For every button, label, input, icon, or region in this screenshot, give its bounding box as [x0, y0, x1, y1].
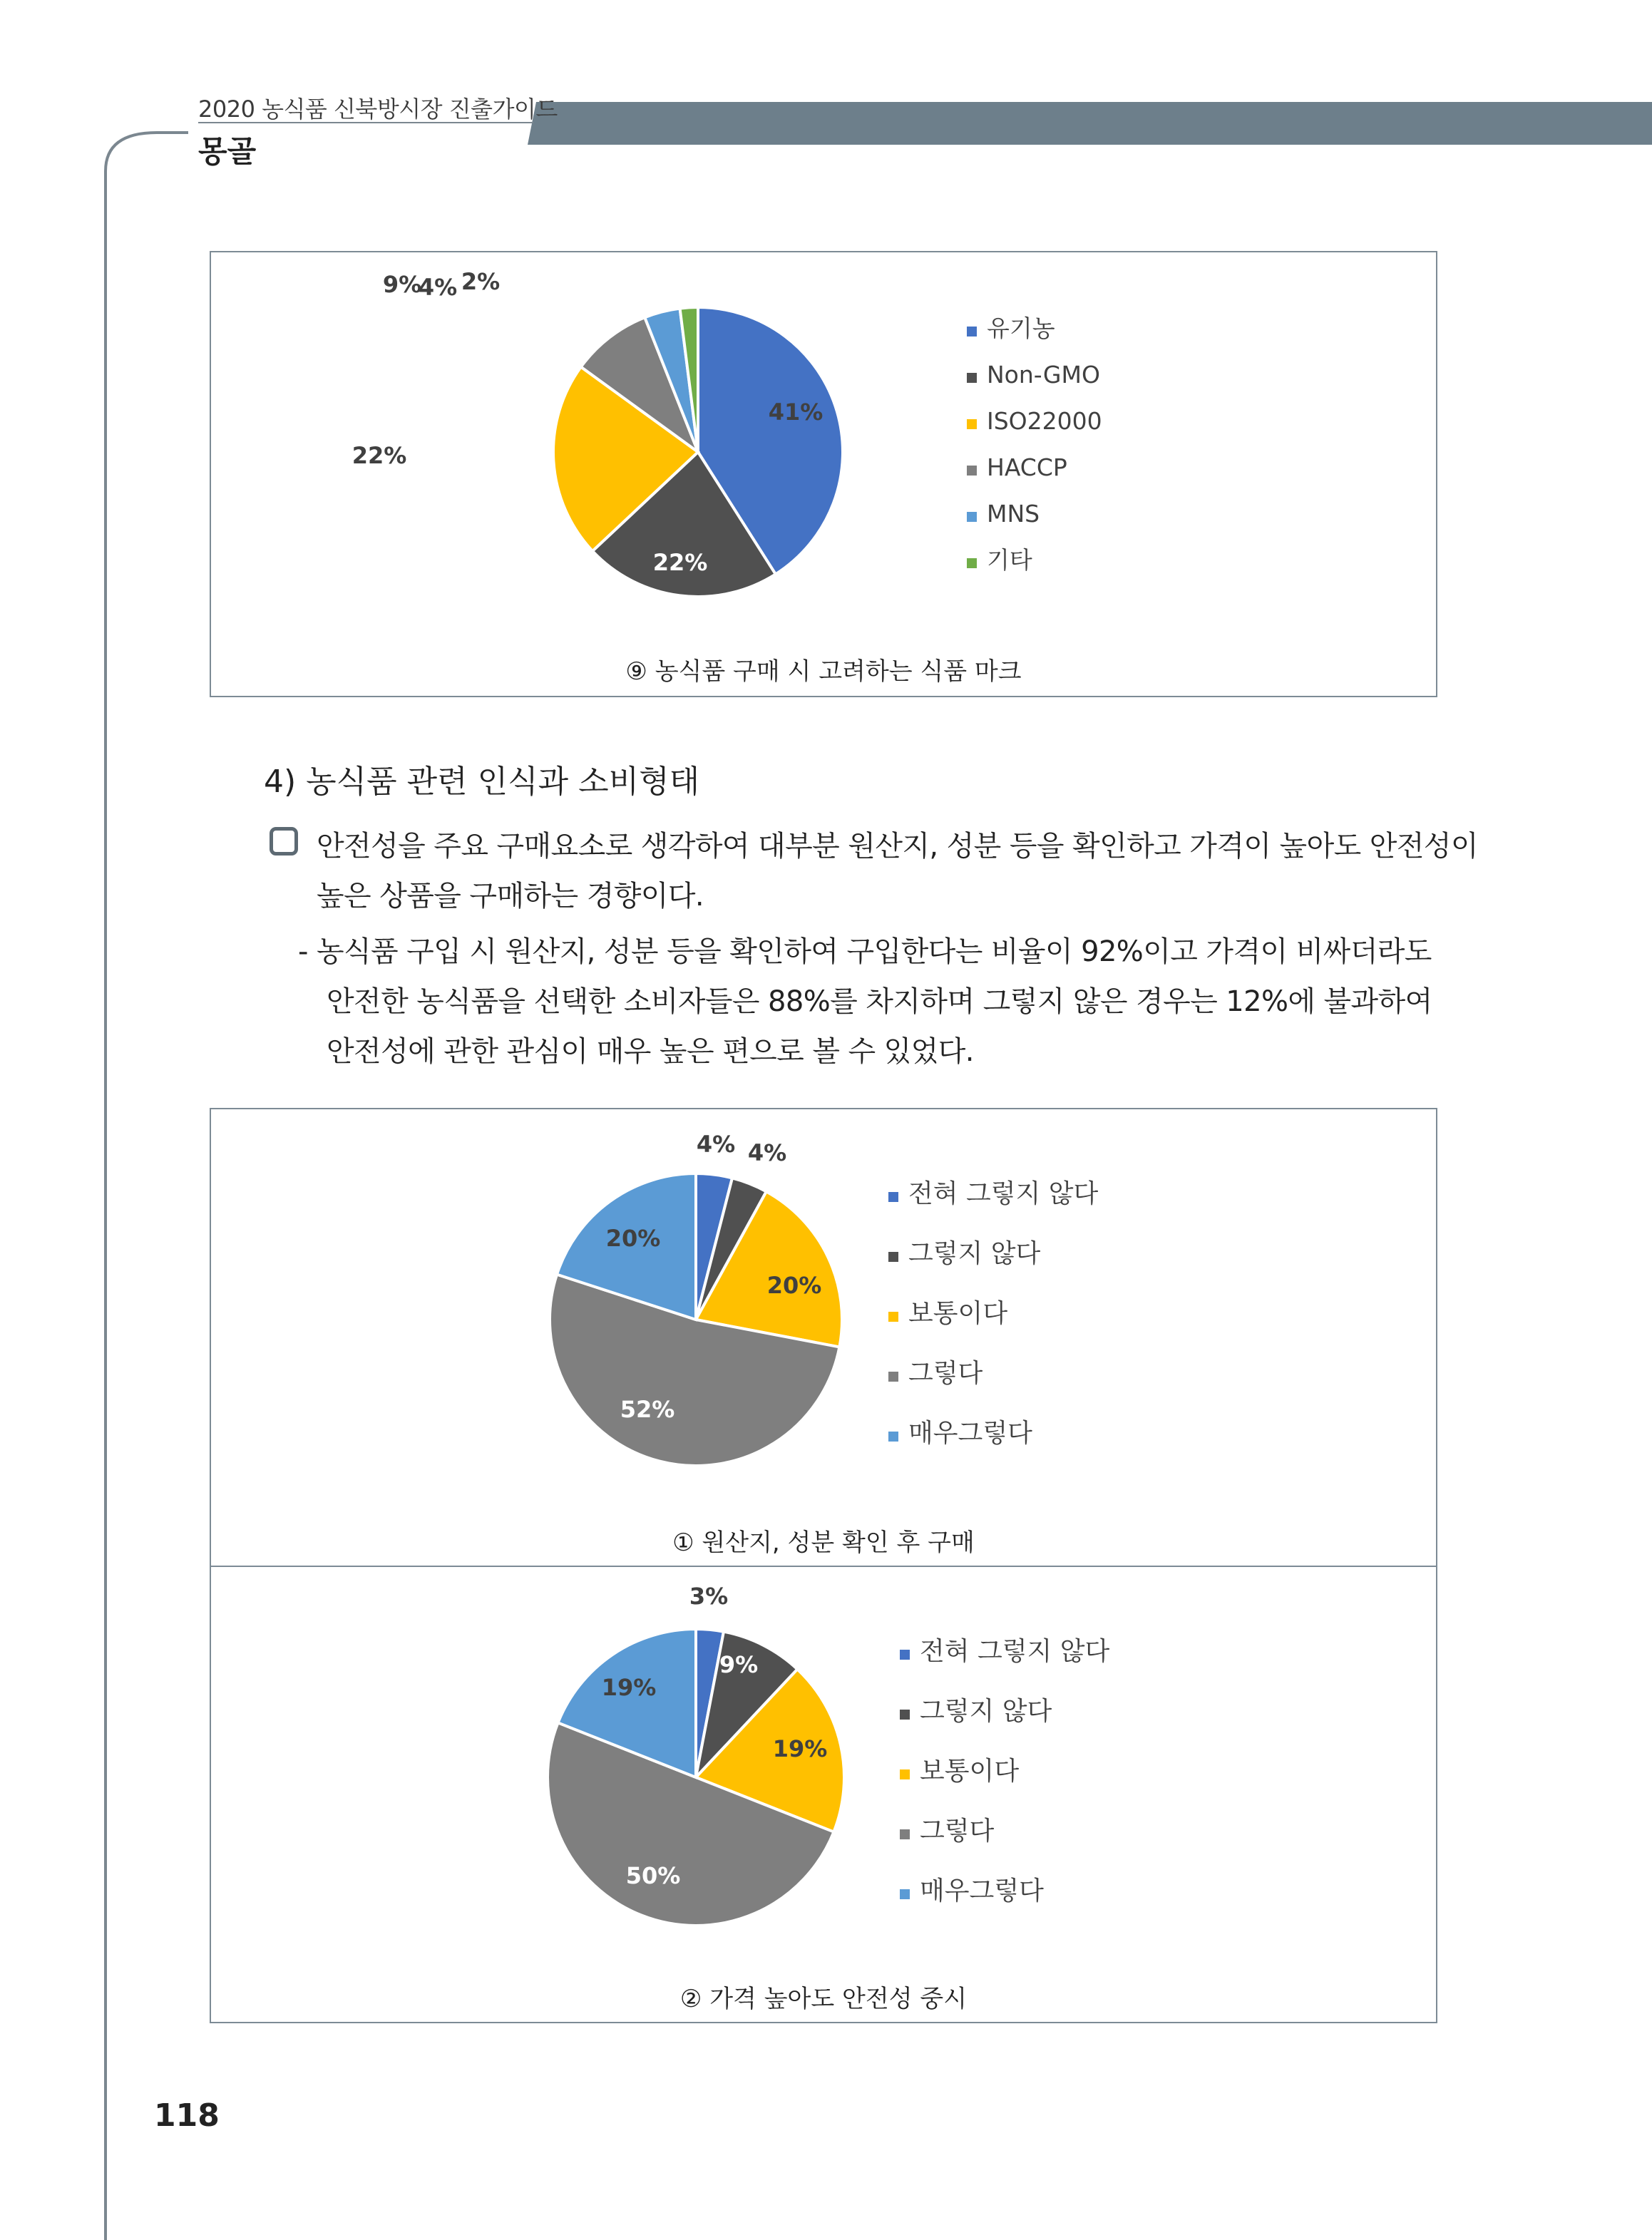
legend-label-3-4: 그렇다 [920, 1817, 995, 1846]
paragraph-2-line-3: 안전성에 관한 관심이 매우 높은 편으로 볼 수 있었다. [327, 1035, 974, 1068]
legend-swatch-1-1 [967, 327, 977, 336]
legend-label-2-5: 매우그렇다 [908, 1419, 1032, 1448]
figure-2-box [210, 1566, 1437, 2023]
figure-1-caption: ① 원산지, 성분 확인 후 구매 [672, 1529, 975, 1557]
legend-swatch-3-2 [900, 1710, 910, 1720]
legend-swatch-1-3 [967, 419, 977, 429]
legend-label-2-1: 전혀 그렇지 않다 [908, 1179, 1099, 1208]
page-number: 118 [154, 2097, 220, 2134]
data-label-1-1: 41% [768, 399, 824, 426]
data-label-1-2: 22% [652, 549, 708, 576]
data-label-1-5: 4% [418, 274, 458, 301]
legend-label-3-3: 보통이다 [920, 1757, 1020, 1786]
legend-swatch-2-1 [888, 1192, 898, 1202]
paragraph-1-line-2: 높은 상품을 구매하는 경향이다. [317, 880, 704, 913]
data-label-1-3: 22% [352, 442, 407, 469]
data-label-2-5: 20% [605, 1225, 661, 1252]
legend-label-2-2: 그렇지 않다 [908, 1239, 1041, 1268]
legend-label-3-1: 전혀 그렇지 않다 [920, 1637, 1110, 1666]
legend-label-1-4: HACCP [987, 453, 1067, 481]
legend-label-1-3: ISO22000 [987, 407, 1102, 435]
legend-label-3-5: 매우그렇다 [920, 1876, 1044, 1906]
data-label-3-3: 19% [772, 1735, 828, 1762]
legend-swatch-1-5 [967, 512, 977, 522]
legend-swatch-2-3 [888, 1312, 898, 1322]
legend-swatch-2-2 [888, 1252, 898, 1262]
figure-1-box [210, 1108, 1437, 1567]
country-title: 몽골 [198, 134, 257, 169]
legend-label-3-2: 그렇지 않다 [920, 1697, 1052, 1726]
figure-2-pie-chart [211, 1567, 1436, 1973]
data-label-2-3: 20% [766, 1272, 822, 1299]
section-heading: 4) 농식품 관련 인식과 소비형태 [264, 764, 700, 800]
figure-9-caption: ⑨ 농식품 구매 시 고려하는 식품 마크 [625, 657, 1022, 686]
legend-label-1-2: Non-GMO [987, 361, 1100, 389]
legend-label-1-1: 유기농 [987, 314, 1055, 342]
data-label-3-2: 9% [719, 1651, 759, 1678]
legend-swatch-1-4 [967, 466, 977, 476]
header-corner-line [106, 133, 188, 171]
paragraph-2-line-1: - 농식품 구입 시 원산지, 성분 등을 확인하여 구입한다는 비율이 92%이고 가격이 비싸더라도 [298, 935, 1432, 968]
header-bar [528, 102, 1652, 145]
legend-label-2-4: 그렇다 [908, 1359, 983, 1388]
legend-swatch-1-6 [967, 558, 977, 568]
page-side-line [104, 171, 107, 2240]
data-label-2-2: 4% [747, 1139, 787, 1166]
guide-title: 2020 농식품 신북방시장 진출가이드 [198, 96, 558, 123]
legend-swatch-2-5 [888, 1432, 898, 1442]
legend-swatch-3-4 [900, 1829, 910, 1839]
data-label-3-5: 19% [601, 1674, 657, 1701]
legend-swatch-3-1 [900, 1650, 910, 1660]
data-label-3-4: 50% [625, 1862, 681, 1889]
data-label-1-6: 2% [461, 268, 501, 295]
figure-9-pie-chart [211, 252, 1436, 637]
paragraph-2-line-2: 안전한 농식품을 선택한 소비자들은 88%를 차지하며 그렇지 않은 경우는 12%에 불과하여 [327, 985, 1432, 1018]
legend-label-2-3: 보통이다 [908, 1299, 1008, 1328]
figure-9-box [210, 251, 1437, 697]
legend-swatch-2-4 [888, 1372, 898, 1382]
figure-1-pie-chart [211, 1109, 1436, 1516]
legend-label-1-5: MNS [987, 500, 1040, 528]
checkbox-bullet-icon [270, 827, 298, 856]
data-label-2-4: 52% [620, 1396, 675, 1423]
legend-swatch-3-5 [900, 1889, 910, 1899]
data-label-1-4: 9% [382, 271, 422, 298]
paragraph-1-line-1: 안전성을 주요 구매요소로 생각하여 대부분 원산지, 성분 등을 확인하고 가격이 높아도 안전성이 [317, 830, 1478, 863]
legend-label-1-6: 기타 [987, 546, 1032, 574]
legend-swatch-1-2 [967, 373, 977, 383]
legend-swatch-3-3 [900, 1769, 910, 1779]
data-label-3-1: 3% [689, 1583, 729, 1610]
figure-2-caption: ② 가격 높아도 안전성 중시 [679, 1985, 968, 2013]
data-label-2-1: 4% [696, 1131, 736, 1158]
